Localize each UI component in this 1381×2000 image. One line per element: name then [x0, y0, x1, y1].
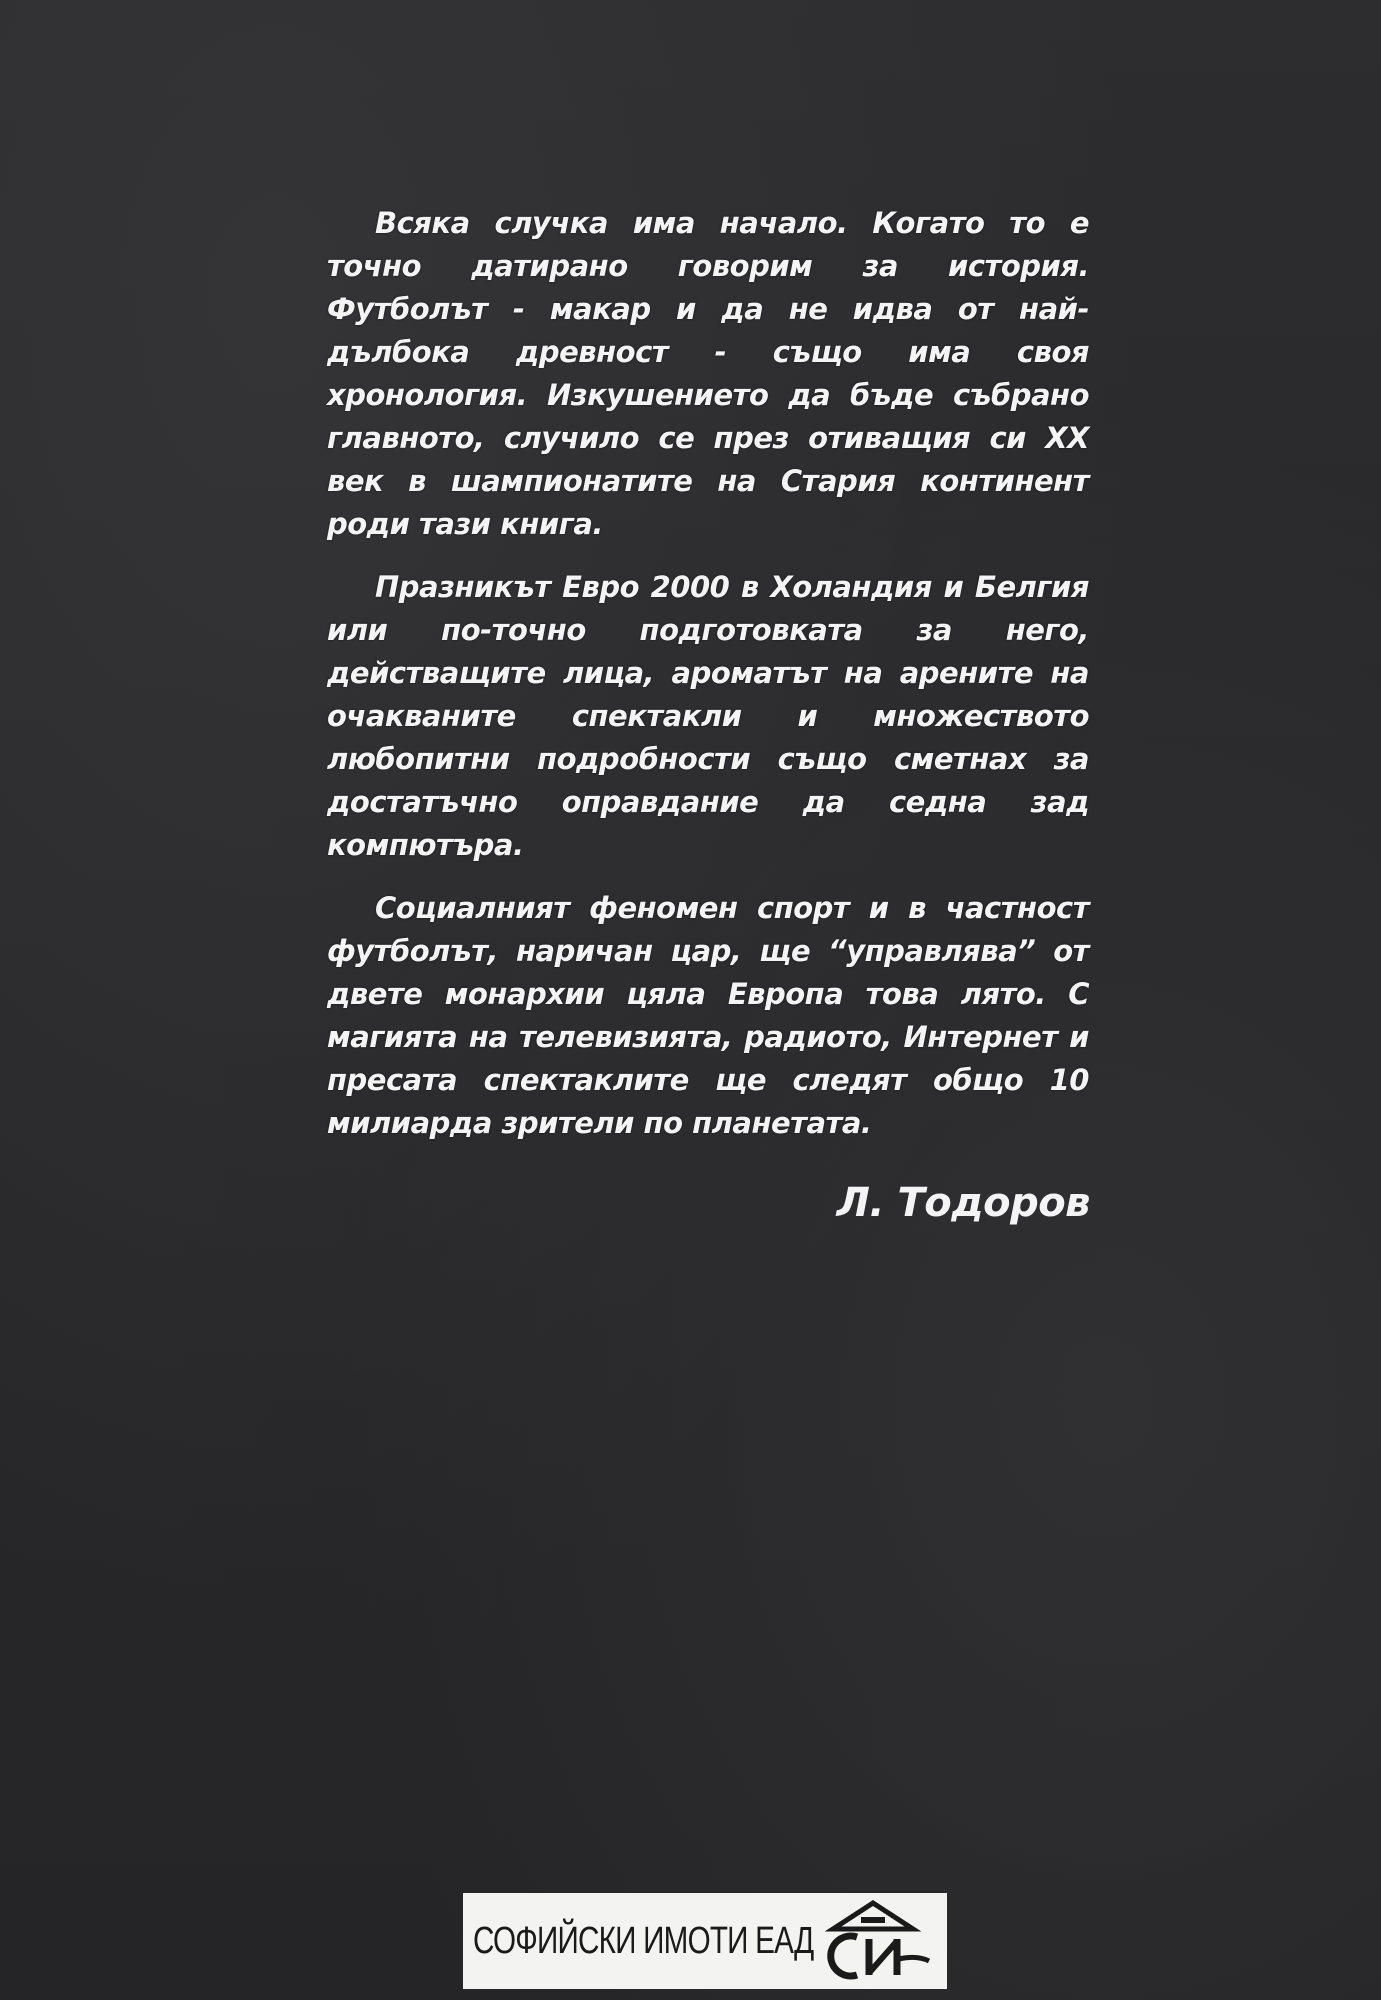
- blurb-paragraph-3: Социалният феномен спорт и в частност футболът, наричан цар, ще “управлява” от двете монархии цяла Европа това лято. С магията на телевизията, радиото, Интернет и пресата спектаклите ще следят общо 10 милиарда зрители по планетата.: [327, 891, 1089, 1140]
- blurb-paragraph-1: Всяка случка има начало. Когато то е точно датирано говорим за история. Футболът - макар и да не идва от най-дълбока древност - също има своя хронология. Изкушението да бъде събрано главното, случило се през отиващия си XX век в шампионатите на Стария континент роди тази книга.: [327, 206, 1089, 541]
- author-signature: Л. Тодоров: [836, 1180, 1090, 1226]
- blurb-text: [327, 202, 1089, 1165]
- blurb-paragraph-2: Празникът Евро 2000 в Холандия и Белгия или по-точно подготовката за него, действащите лица, ароматът на арените на очакваните спектакли и множеството любопитни подробности също сметнах за достатъчно оправдание да седна зад компютъра.: [327, 570, 1089, 862]
- publisher-label: [463, 1893, 947, 1989]
- publisher-name: СОФИЙСКИ ИМОТИ ЕАД: [473, 1919, 814, 1962]
- si-emblem-icon: [813, 1899, 933, 1983]
